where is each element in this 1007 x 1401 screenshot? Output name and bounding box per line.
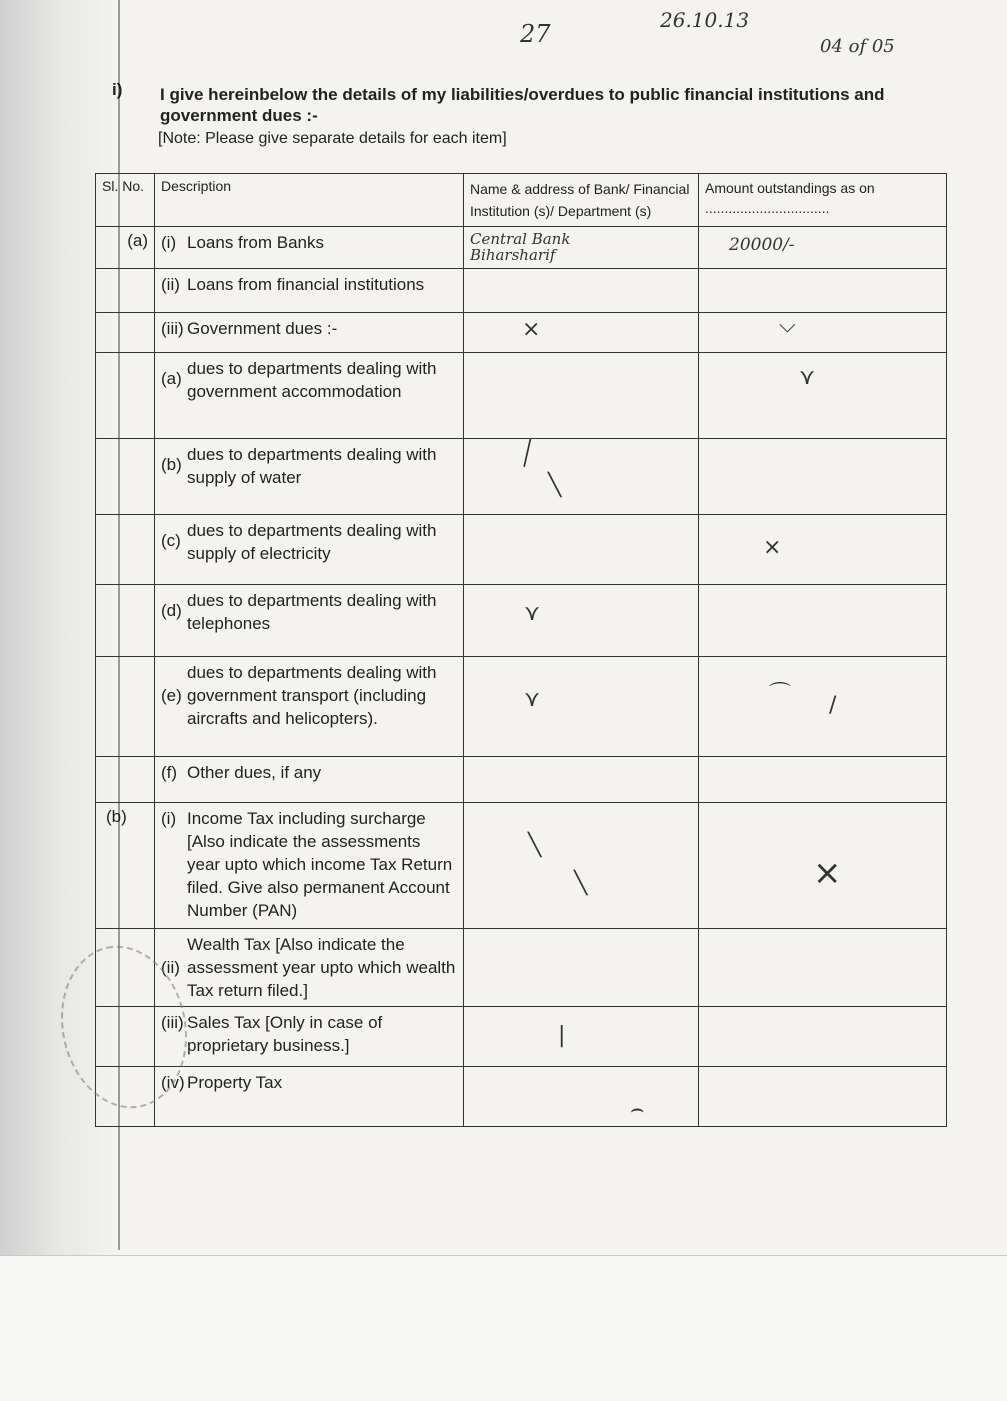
row-sl <box>96 657 155 757</box>
row-bank <box>464 353 699 439</box>
pen-dash: ⨯ <box>763 535 782 560</box>
pen-dash: ⌒ <box>769 682 792 707</box>
row-description <box>155 657 464 757</box>
pen-dash: ⋎ <box>524 601 541 626</box>
table-row <box>96 439 947 515</box>
row-mark: (e) <box>161 686 182 705</box>
handwritten-bank: Central Bank Biharsharif <box>470 230 571 264</box>
row-mark: (iii) <box>161 319 184 338</box>
row-description <box>155 269 464 313</box>
liabilities-table <box>95 173 947 1127</box>
row-bank <box>464 803 699 929</box>
table-row <box>96 227 947 269</box>
handwritten-page-of: 04 of 05 <box>820 36 895 57</box>
row-mark: (iv) <box>161 1073 185 1092</box>
row-description <box>155 1067 464 1127</box>
row-desc-text: Sales Tax [Only in case of proprietary business.] <box>187 1013 383 1055</box>
row-desc-text: Loans from financial institutions <box>187 275 425 294</box>
row-desc-text: Other dues, if any <box>187 763 322 782</box>
row-desc-text: Government dues :- <box>187 319 338 338</box>
row-desc-text: dues to departments dealing with supply of electricity <box>187 521 437 563</box>
note-text: [Note: Please give separate details for each item] <box>158 130 507 147</box>
header-sl-no: Sl. No. <box>96 174 155 227</box>
handwritten-page-number: 27 <box>520 20 551 48</box>
row-desc-text: Loans from Banks <box>187 233 325 252</box>
row-bank <box>464 515 699 585</box>
row-description <box>155 353 464 439</box>
table-row <box>96 1007 947 1067</box>
row-amount <box>699 269 947 313</box>
row-amount <box>699 929 947 1007</box>
row-bank <box>464 929 699 1007</box>
handwritten-amount: 20000/- <box>729 235 795 255</box>
pen-dash: ⨯ <box>813 853 842 893</box>
row-sl <box>96 585 155 657</box>
row-mark: (f) <box>161 763 178 782</box>
pen-dash: ⌵ <box>779 313 796 338</box>
row-description <box>155 585 464 657</box>
pen-dash: ⋎ <box>799 365 816 390</box>
row-description <box>155 227 464 269</box>
row-bank <box>464 439 699 515</box>
row-bank <box>464 657 699 757</box>
pen-dash: ⋎ <box>524 687 541 712</box>
row-mark: (ii) <box>161 958 180 977</box>
row-desc-text: dues to departments dealing with supply of water <box>187 445 437 487</box>
row-bank <box>464 269 699 313</box>
row-bank <box>464 585 699 657</box>
row-amount <box>699 515 947 585</box>
row-description <box>155 929 464 1007</box>
row-desc-text: dues to departments dealing with government accommodation <box>187 359 437 401</box>
row-sl: (a) <box>96 227 155 269</box>
table-row <box>96 313 947 353</box>
row-description <box>155 803 464 929</box>
row-bank <box>464 227 699 269</box>
row-desc-text: Property Tax <box>187 1073 283 1092</box>
row-sl <box>96 313 155 353</box>
pen-dash: ╲ <box>574 871 588 896</box>
row-description <box>155 1007 464 1067</box>
pen-dash: ╲ <box>548 473 562 498</box>
row-mark: (c) <box>161 531 181 550</box>
pen-dash: ╲ <box>513 439 540 468</box>
row-description <box>155 313 464 353</box>
row-sl <box>96 439 155 515</box>
header-bank-name: Name & address of Bank/ Financial Institution (s)/ Department (s) <box>464 174 699 227</box>
table-row <box>96 515 947 585</box>
table-row <box>96 353 947 439</box>
intro-text: I give hereinbelow the details of my liabilities/overdues to public financial institutions and government dues :- <box>160 85 885 125</box>
row-mark: (i) <box>161 809 177 828</box>
row-sl <box>96 757 155 803</box>
row-amount <box>699 227 947 269</box>
table-row <box>96 1067 947 1127</box>
row-bank <box>464 1007 699 1067</box>
row-desc-text: Income Tax including surcharge [Also indicate the assessments year upto which income Tax Return filed. Give also permanent Account Number (PAN) <box>187 809 453 920</box>
row-mark: (i) <box>161 233 177 252</box>
pen-dash: | <box>558 1023 566 1048</box>
table-header-row <box>96 174 947 227</box>
row-amount <box>699 803 947 929</box>
row-bank <box>464 757 699 803</box>
handwritten-date: 26.10.13 <box>660 8 750 32</box>
table-row <box>96 585 947 657</box>
table-row <box>96 803 947 929</box>
row-mark: (ii) <box>161 275 180 294</box>
row-sl: (b) <box>96 803 155 929</box>
row-mark: (a) <box>161 369 182 388</box>
row-desc-text: Wealth Tax [Also indicate the assessment year upto which wealth Tax return filed.] <box>187 935 456 1000</box>
pen-dash: ╲ <box>528 833 542 858</box>
row-description <box>155 515 464 585</box>
header-amount: Amount outstandings as on ................................ <box>699 174 947 227</box>
row-mark: (b) <box>161 455 182 474</box>
table-row <box>96 757 947 803</box>
row-amount <box>699 1067 947 1127</box>
row-description <box>155 439 464 515</box>
row-bank <box>464 1067 699 1127</box>
row-mark: (iii) <box>161 1013 184 1032</box>
pen-dash: / <box>829 693 837 718</box>
row-description <box>155 757 464 803</box>
table-row <box>96 929 947 1007</box>
table-row <box>96 657 947 757</box>
row-sl <box>96 269 155 313</box>
row-sl <box>96 353 155 439</box>
section-label: i) <box>112 80 123 99</box>
row-amount <box>699 353 947 439</box>
row-sl <box>96 515 155 585</box>
row-amount <box>699 757 947 803</box>
table-row <box>96 269 947 313</box>
scan-bottom-band <box>0 1255 1007 1401</box>
row-amount <box>699 585 947 657</box>
header-description: Description <box>155 174 464 227</box>
row-desc-text: dues to departments dealing with government transport (including aircrafts and helicopters). <box>187 663 437 728</box>
row-mark: (d) <box>161 601 182 620</box>
row-amount <box>699 313 947 353</box>
pen-dash: ⨯ <box>522 317 541 342</box>
row-amount <box>699 439 947 515</box>
row-desc-text: dues to departments dealing with telephones <box>187 591 437 633</box>
row-bank <box>464 313 699 353</box>
pen-dash: ⌢ <box>630 1097 645 1122</box>
row-amount <box>699 657 947 757</box>
row-amount <box>699 1007 947 1067</box>
